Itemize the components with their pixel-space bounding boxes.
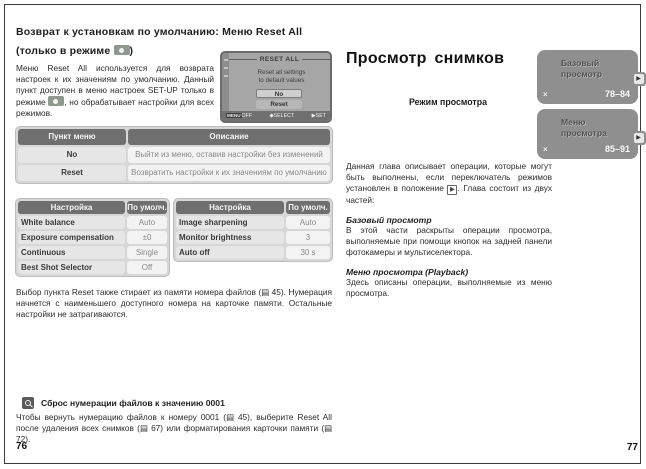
reset-options-table xyxy=(16,127,332,183)
playback-mode-icon: ▶ xyxy=(634,74,644,84)
section-text-basic-playback: В этой части раскрыты операции просмотра, выполняемые при помощи кнопок на задней панели фотокамеры и мультиселектора. xyxy=(346,224,552,257)
title-mode-prefix: (только в режиме xyxy=(16,45,111,57)
left-page-title: Возврат к установкам по умолчанию: Меню Reset All xyxy=(16,26,303,38)
nav-label-line2: просмотр xyxy=(561,68,603,79)
defaults-table-left xyxy=(16,199,169,276)
manual-page-right xyxy=(346,50,640,460)
lcd-option-no: No xyxy=(256,89,302,98)
setting-name: Image sharpening xyxy=(176,216,284,229)
title-mode-suffix: ) xyxy=(129,45,134,57)
setting-name: White balance xyxy=(18,216,125,229)
table-header-row xyxy=(176,201,330,214)
chapter-intro-paragraph xyxy=(346,161,552,206)
reset-note-paragraph: Выбор пункта Reset также стирает из памяти номера файлов (▤ 45). Нумерация начнется с наименьшего доступного номера на карточке памяти. Остальные настройки не затрагиваются. xyxy=(16,287,332,319)
lcd-footer-off: OFF xyxy=(241,113,253,119)
manual-page-left xyxy=(16,26,332,456)
table-row xyxy=(176,246,330,259)
setting-default: Auto xyxy=(127,216,167,229)
camera-lcd-screenshot xyxy=(220,51,332,123)
setting-name: Exposure compensation xyxy=(18,231,125,244)
setting-name: Auto off xyxy=(176,246,284,259)
setting-default: Auto xyxy=(286,216,330,229)
page-number-right: 77 xyxy=(626,442,638,453)
set-button-icon: ▶SET xyxy=(311,113,326,119)
column-header: Настройка xyxy=(176,201,284,214)
playback-mode-icon: ▶ xyxy=(634,133,644,143)
nav-page-range: 78–84 xyxy=(604,89,630,99)
menu-item-cell: Reset xyxy=(18,165,126,181)
column-header: По умолч. xyxy=(127,203,167,212)
column-header: Настройка xyxy=(18,201,125,214)
page-number-left: 76 xyxy=(16,441,28,452)
nav-label-line1: Меню xyxy=(561,117,586,127)
lcd-menu-title: RESET ALL xyxy=(259,56,300,63)
shooting-mode-icon xyxy=(48,96,64,106)
setting-name: Continuous xyxy=(18,246,125,259)
chapter-subtitle: Режим просмотра xyxy=(409,97,487,107)
section-text-playback-menu: Здесь описаны операции, выполняемые из меню просмотра. xyxy=(346,276,552,298)
table-header-row xyxy=(18,129,330,145)
nav-box-basic-playback xyxy=(537,50,641,104)
lcd-message xyxy=(236,69,327,85)
setting-default: Off xyxy=(127,261,167,274)
note-heading-row xyxy=(22,397,225,409)
description-cell: Возвратить настройки к их значениям по умолчанию xyxy=(128,165,330,181)
table-row xyxy=(18,165,330,181)
table-row xyxy=(176,231,330,244)
note-title: Сброс нумерации файлов к значению 0001 xyxy=(41,398,225,408)
setting-name: Best Shot Selector xyxy=(18,261,125,274)
reset-all-intro xyxy=(16,63,214,119)
nav-label-line1: Базовый xyxy=(561,58,600,68)
shooting-mode-icon xyxy=(114,45,130,55)
table-row xyxy=(18,216,167,229)
lcd-option-reset: Reset xyxy=(256,100,302,109)
setting-default: 3 xyxy=(286,231,330,244)
section-title-basic-playback: Базовый просмотр xyxy=(346,214,432,225)
defaults-table-right xyxy=(174,199,332,261)
menu-item-cell: No xyxy=(18,147,126,163)
nav-box-playback-menu xyxy=(537,109,641,159)
table-header-row xyxy=(18,201,167,214)
section-title-playback-menu: Меню просмотра (Playback) xyxy=(346,266,469,277)
chapter-intro xyxy=(346,161,552,299)
setting-default: ±0 xyxy=(127,231,167,244)
table-row xyxy=(176,216,330,229)
table-row xyxy=(18,246,167,259)
nav-page-range: 85–91 xyxy=(604,144,630,154)
playback-mode-icon: ▶ xyxy=(447,185,457,195)
intro-text-before: Меню Reset All используется для возврата настроек к их значениям по умолчанию. Данный пункт доступен в меню настроек SET-UP только в режиме xyxy=(16,63,214,107)
chapter-title: Просмотр снимков xyxy=(346,50,505,67)
setting-default: Single xyxy=(127,246,167,259)
multiselector-select-icon: ◆SELECT xyxy=(269,113,295,119)
intro-text-after: , но обрабатывает настройки для всех режимов. xyxy=(16,97,214,118)
nav-label-line2: просмотра xyxy=(561,127,607,138)
intro-text-before: Данная глава описывает операции, которые могут быть выполнены, если переключатель режимов установлен в положение xyxy=(346,161,552,193)
setting-name: Monitor brightness xyxy=(176,231,284,244)
table-row xyxy=(18,147,330,163)
table-row xyxy=(18,231,167,244)
table-row xyxy=(18,261,167,274)
nav-box-label xyxy=(537,109,638,138)
intro-text-after: . Глава состоит из двух частей: xyxy=(346,183,553,205)
column-header: Пункт меню xyxy=(18,129,126,145)
note-body-text: Чтобы вернуть нумерацию файлов к номеру 0001 (▤ 45), выберите Reset All после удаления всех снимков (▤ 67) или форматирования карточки памяти (▤ 72). xyxy=(16,412,332,444)
lcd-footer-bar xyxy=(222,111,330,121)
nav-box-label xyxy=(537,50,638,79)
magnifier-note-icon xyxy=(22,397,34,409)
column-header: Описание xyxy=(128,129,330,145)
lcd-message-line1: Reset all settings xyxy=(257,69,306,76)
description-cell: Выйти из меню, оставив настройки без изменений xyxy=(128,147,330,163)
mode-dial-icon: × xyxy=(543,145,548,154)
lcd-message-line2: to default values xyxy=(258,77,305,84)
column-header: По умолч. xyxy=(286,201,330,214)
menu-button-icon: MENU xyxy=(227,113,241,118)
setting-default: 30 s xyxy=(286,246,330,259)
mode-dial-icon: × xyxy=(543,90,548,99)
nav-tab xyxy=(631,72,646,86)
lcd-title-row xyxy=(229,56,330,63)
nav-tab xyxy=(631,131,646,145)
